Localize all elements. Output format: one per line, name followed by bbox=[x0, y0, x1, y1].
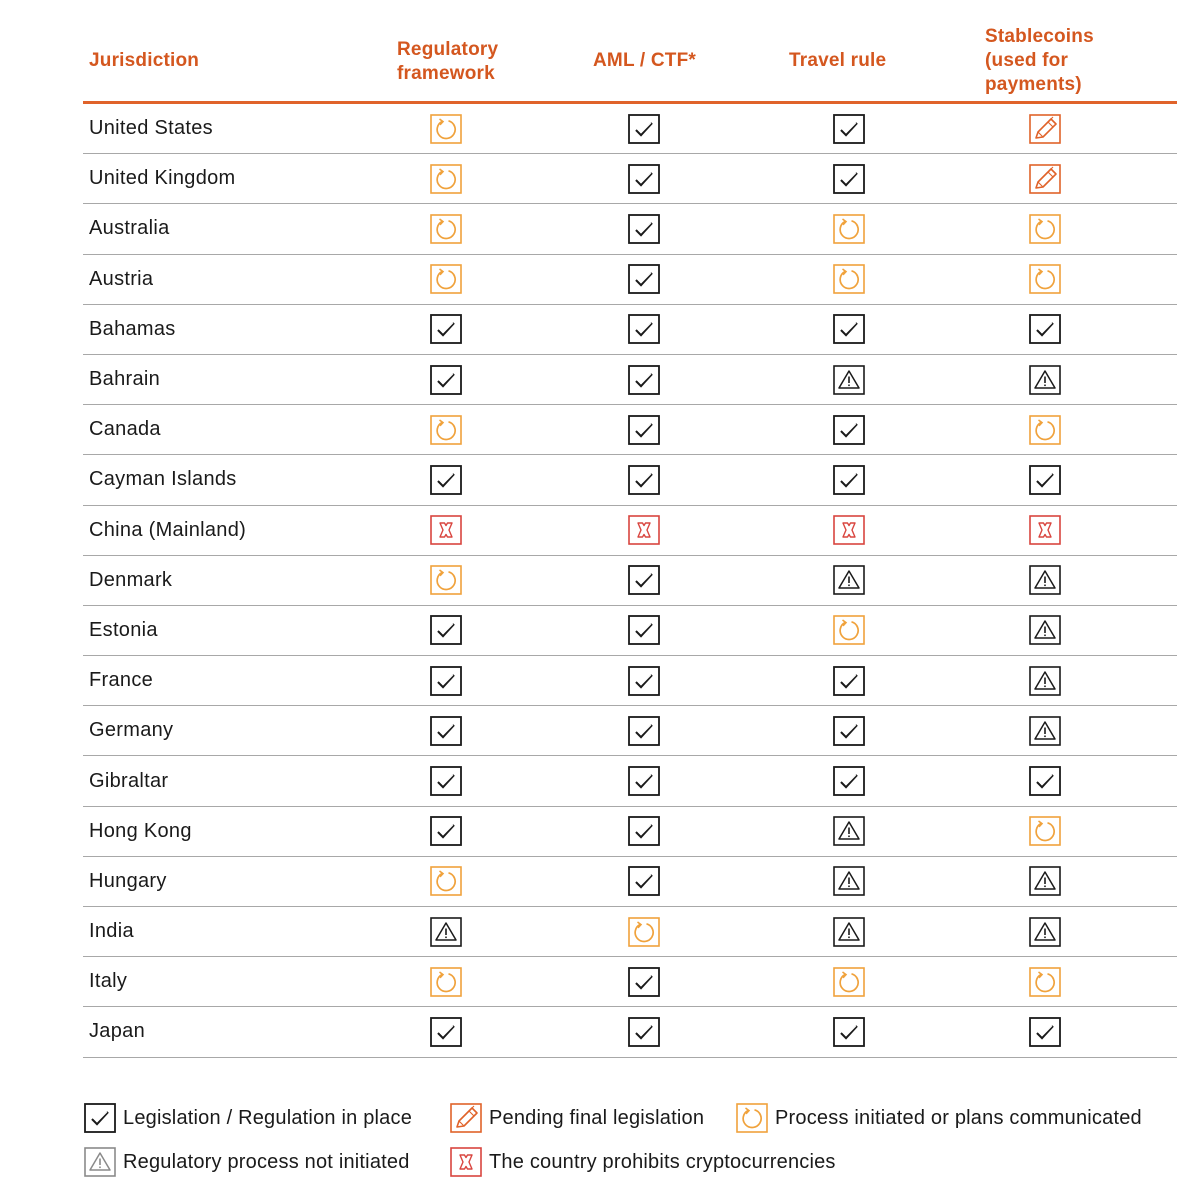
x-icon bbox=[628, 515, 660, 545]
warning-triangle-icon bbox=[1029, 917, 1061, 947]
circular-arrow-icon bbox=[1029, 967, 1061, 997]
check-icon bbox=[1029, 766, 1061, 796]
circular-arrow-icon bbox=[430, 114, 462, 144]
cell-travel-rule bbox=[832, 807, 866, 856]
country-name: Japan bbox=[89, 1020, 145, 1043]
legend-label: Process initiated or plans communicated bbox=[775, 1106, 1142, 1129]
check-icon bbox=[628, 967, 660, 997]
table-row bbox=[83, 405, 1177, 455]
cell-travel-rule bbox=[832, 606, 866, 655]
circular-arrow-icon bbox=[430, 415, 462, 445]
cell-aml-ctf bbox=[627, 405, 661, 454]
cell-stablecoins bbox=[1028, 606, 1062, 655]
check-icon bbox=[833, 716, 865, 746]
legend-label: Legislation / Regulation in place bbox=[123, 1106, 413, 1129]
cell-aml-ctf bbox=[627, 756, 661, 805]
x-icon bbox=[450, 1146, 482, 1178]
cell-travel-rule bbox=[832, 706, 866, 755]
check-icon bbox=[628, 816, 660, 846]
check-icon bbox=[430, 716, 462, 746]
cell-aml-ctf bbox=[627, 556, 661, 605]
warning-triangle-icon bbox=[1029, 565, 1061, 595]
check-icon bbox=[628, 615, 660, 645]
table-body bbox=[83, 104, 1177, 1058]
table-row bbox=[83, 857, 1177, 907]
cell-aml-ctf bbox=[627, 104, 661, 153]
cell-stablecoins bbox=[1028, 706, 1062, 755]
cell-travel-rule bbox=[832, 857, 866, 906]
table-row bbox=[83, 706, 1177, 756]
table-row bbox=[83, 756, 1177, 806]
cell-stablecoins bbox=[1028, 305, 1062, 354]
circular-arrow-icon bbox=[833, 214, 865, 244]
check-icon bbox=[833, 415, 865, 445]
circular-arrow-icon bbox=[430, 967, 462, 997]
cell-travel-rule bbox=[832, 405, 866, 454]
legend bbox=[84, 1100, 1184, 1190]
header-regulatory-framework: Regulatory framework bbox=[397, 39, 499, 84]
cell-travel-rule bbox=[832, 1007, 866, 1056]
warning-triangle-icon bbox=[1029, 365, 1061, 395]
country-name: Germany bbox=[89, 719, 174, 742]
cell-aml-ctf bbox=[627, 154, 661, 203]
cell-regulatory-framework bbox=[429, 957, 463, 1006]
cell-regulatory-framework bbox=[429, 907, 463, 956]
pencil-icon bbox=[1029, 114, 1061, 144]
table-row bbox=[83, 1007, 1177, 1057]
cell-aml-ctf bbox=[627, 255, 661, 304]
table-row bbox=[83, 255, 1177, 305]
cell-aml-ctf bbox=[627, 204, 661, 253]
warning-triangle-icon bbox=[430, 917, 462, 947]
cell-travel-rule bbox=[832, 556, 866, 605]
cell-regulatory-framework bbox=[429, 756, 463, 805]
circular-arrow-icon bbox=[628, 917, 660, 947]
cell-regulatory-framework bbox=[429, 204, 463, 253]
country-name: Bahamas bbox=[89, 317, 176, 340]
cell-stablecoins bbox=[1028, 506, 1062, 555]
legend-item-warning bbox=[84, 1146, 410, 1178]
country-name: United Kingdom bbox=[89, 167, 236, 190]
country-name: Italy bbox=[89, 970, 128, 993]
check-icon bbox=[833, 164, 865, 194]
cell-aml-ctf bbox=[627, 355, 661, 404]
check-icon bbox=[1029, 314, 1061, 344]
country-name: Bahrain bbox=[89, 368, 161, 391]
country-name: Canada bbox=[89, 418, 161, 441]
table-row bbox=[83, 656, 1177, 706]
check-icon bbox=[430, 365, 462, 395]
cell-travel-rule bbox=[832, 305, 866, 354]
cell-regulatory-framework bbox=[429, 154, 463, 203]
check-icon bbox=[628, 716, 660, 746]
regulation-table bbox=[83, 0, 1177, 1058]
cell-aml-ctf bbox=[627, 506, 661, 555]
check-icon bbox=[430, 615, 462, 645]
country-name: United States bbox=[89, 117, 213, 140]
circular-arrow-icon bbox=[1029, 214, 1061, 244]
cell-stablecoins bbox=[1028, 355, 1062, 404]
header-aml-ctf: AML / CTF* bbox=[593, 50, 696, 71]
cell-stablecoins bbox=[1028, 204, 1062, 253]
cell-stablecoins bbox=[1028, 857, 1062, 906]
cell-regulatory-framework bbox=[429, 355, 463, 404]
header-stablecoins: Stablecoins (used for payments) bbox=[985, 26, 1094, 95]
cell-stablecoins bbox=[1028, 656, 1062, 705]
cell-stablecoins bbox=[1028, 104, 1062, 153]
cell-regulatory-framework bbox=[429, 706, 463, 755]
check-icon bbox=[84, 1102, 116, 1134]
x-icon bbox=[430, 515, 462, 545]
legend-label: The country prohibits cryptocurrencies bbox=[489, 1150, 836, 1173]
circular-arrow-icon bbox=[833, 967, 865, 997]
cell-stablecoins bbox=[1028, 957, 1062, 1006]
check-icon bbox=[628, 565, 660, 595]
warning-triangle-icon bbox=[84, 1146, 116, 1178]
table-row bbox=[83, 355, 1177, 405]
check-icon bbox=[628, 415, 660, 445]
warning-triangle-icon bbox=[833, 917, 865, 947]
check-icon bbox=[430, 816, 462, 846]
cell-travel-rule bbox=[832, 255, 866, 304]
cell-aml-ctf bbox=[627, 907, 661, 956]
cell-aml-ctf bbox=[627, 606, 661, 655]
check-icon bbox=[1029, 1017, 1061, 1047]
warning-triangle-icon bbox=[1029, 615, 1061, 645]
country-name: Cayman Islands bbox=[89, 468, 237, 491]
check-icon bbox=[833, 666, 865, 696]
warning-triangle-icon bbox=[1029, 866, 1061, 896]
table-row bbox=[83, 204, 1177, 254]
check-icon bbox=[628, 314, 660, 344]
warning-triangle-icon bbox=[833, 816, 865, 846]
circular-arrow-icon bbox=[430, 565, 462, 595]
cell-travel-rule bbox=[832, 957, 866, 1006]
check-icon bbox=[628, 766, 660, 796]
check-icon bbox=[1029, 465, 1061, 495]
country-name: France bbox=[89, 669, 154, 692]
x-icon bbox=[833, 515, 865, 545]
check-icon bbox=[628, 365, 660, 395]
cell-stablecoins bbox=[1028, 154, 1062, 203]
legend-label: Regulatory process not initiated bbox=[123, 1150, 410, 1173]
table-row bbox=[83, 957, 1177, 1007]
country-name: China (Mainland) bbox=[89, 518, 247, 541]
cell-regulatory-framework bbox=[429, 556, 463, 605]
circular-arrow-icon bbox=[1029, 264, 1061, 294]
warning-triangle-icon bbox=[833, 365, 865, 395]
warning-triangle-icon bbox=[1029, 666, 1061, 696]
cell-travel-rule bbox=[832, 104, 866, 153]
cell-travel-rule bbox=[832, 455, 866, 504]
check-icon bbox=[833, 1017, 865, 1047]
check-icon bbox=[628, 666, 660, 696]
cell-aml-ctf bbox=[627, 706, 661, 755]
country-name: Australia bbox=[89, 217, 170, 240]
circular-arrow-icon bbox=[430, 214, 462, 244]
table-header bbox=[83, 0, 1177, 104]
circular-arrow-icon bbox=[430, 164, 462, 194]
table-row bbox=[83, 556, 1177, 606]
header-travel-rule: Travel rule bbox=[789, 50, 887, 71]
legend-label: Pending final legislation bbox=[489, 1106, 705, 1129]
check-icon bbox=[628, 866, 660, 896]
cell-travel-rule bbox=[832, 656, 866, 705]
cell-aml-ctf bbox=[627, 1007, 661, 1056]
legend-item-pending bbox=[450, 1102, 704, 1134]
country-name: India bbox=[89, 920, 134, 943]
warning-triangle-icon bbox=[833, 866, 865, 896]
cell-travel-rule bbox=[832, 756, 866, 805]
check-icon bbox=[833, 114, 865, 144]
cell-regulatory-framework bbox=[429, 405, 463, 454]
table-row bbox=[83, 807, 1177, 857]
check-icon bbox=[430, 766, 462, 796]
table-row bbox=[83, 104, 1177, 154]
country-name: Austria bbox=[89, 267, 154, 290]
table-row bbox=[83, 305, 1177, 355]
check-icon bbox=[628, 114, 660, 144]
circular-arrow-icon bbox=[833, 615, 865, 645]
cell-travel-rule bbox=[832, 154, 866, 203]
cell-travel-rule bbox=[832, 355, 866, 404]
cell-stablecoins bbox=[1028, 405, 1062, 454]
table-row bbox=[83, 455, 1177, 505]
check-icon bbox=[833, 465, 865, 495]
check-icon bbox=[430, 1017, 462, 1047]
check-icon bbox=[833, 766, 865, 796]
x-icon bbox=[1029, 515, 1061, 545]
cell-regulatory-framework bbox=[429, 506, 463, 555]
cell-regulatory-framework bbox=[429, 1007, 463, 1056]
cell-stablecoins bbox=[1028, 1007, 1062, 1056]
table-row bbox=[83, 506, 1177, 556]
header-jurisdiction: Jurisdiction bbox=[89, 50, 200, 71]
cell-aml-ctf bbox=[627, 807, 661, 856]
warning-triangle-icon bbox=[1029, 716, 1061, 746]
cell-regulatory-framework bbox=[429, 455, 463, 504]
cell-stablecoins bbox=[1028, 756, 1062, 805]
table-row bbox=[83, 154, 1177, 204]
legend-item-check bbox=[84, 1102, 412, 1134]
country-name: Hong Kong bbox=[89, 819, 192, 842]
cell-regulatory-framework bbox=[429, 857, 463, 906]
cell-regulatory-framework bbox=[429, 305, 463, 354]
circular-arrow-icon bbox=[430, 866, 462, 896]
cell-travel-rule bbox=[832, 506, 866, 555]
pencil-icon bbox=[450, 1102, 482, 1134]
circular-arrow-icon bbox=[736, 1102, 768, 1134]
legend-item-process bbox=[736, 1102, 1142, 1134]
check-icon bbox=[430, 465, 462, 495]
country-name: Hungary bbox=[89, 869, 167, 892]
check-icon bbox=[430, 314, 462, 344]
cell-stablecoins bbox=[1028, 556, 1062, 605]
cell-regulatory-framework bbox=[429, 656, 463, 705]
warning-triangle-icon bbox=[833, 565, 865, 595]
check-icon bbox=[628, 164, 660, 194]
check-icon bbox=[628, 264, 660, 294]
circular-arrow-icon bbox=[1029, 415, 1061, 445]
cell-stablecoins bbox=[1028, 455, 1062, 504]
cell-regulatory-framework bbox=[429, 255, 463, 304]
pencil-icon bbox=[1029, 164, 1061, 194]
cell-aml-ctf bbox=[627, 305, 661, 354]
country-name: Denmark bbox=[89, 568, 173, 591]
cell-aml-ctf bbox=[627, 957, 661, 1006]
cell-travel-rule bbox=[832, 204, 866, 253]
cell-stablecoins bbox=[1028, 255, 1062, 304]
cell-stablecoins bbox=[1028, 807, 1062, 856]
cell-aml-ctf bbox=[627, 656, 661, 705]
check-icon bbox=[628, 1017, 660, 1047]
table-row bbox=[83, 606, 1177, 656]
cell-regulatory-framework bbox=[429, 104, 463, 153]
cell-aml-ctf bbox=[627, 455, 661, 504]
cell-aml-ctf bbox=[627, 857, 661, 906]
check-icon bbox=[628, 465, 660, 495]
table-row bbox=[83, 907, 1177, 957]
cell-stablecoins bbox=[1028, 907, 1062, 956]
check-icon bbox=[833, 314, 865, 344]
circular-arrow-icon bbox=[430, 264, 462, 294]
check-icon bbox=[628, 214, 660, 244]
cell-regulatory-framework bbox=[429, 606, 463, 655]
country-name: Gibraltar bbox=[89, 769, 169, 792]
legend-item-prohibited bbox=[450, 1146, 836, 1178]
cell-regulatory-framework bbox=[429, 807, 463, 856]
country-name: Estonia bbox=[89, 618, 158, 641]
circular-arrow-icon bbox=[1029, 816, 1061, 846]
circular-arrow-icon bbox=[833, 264, 865, 294]
check-icon bbox=[430, 666, 462, 696]
cell-travel-rule bbox=[832, 907, 866, 956]
